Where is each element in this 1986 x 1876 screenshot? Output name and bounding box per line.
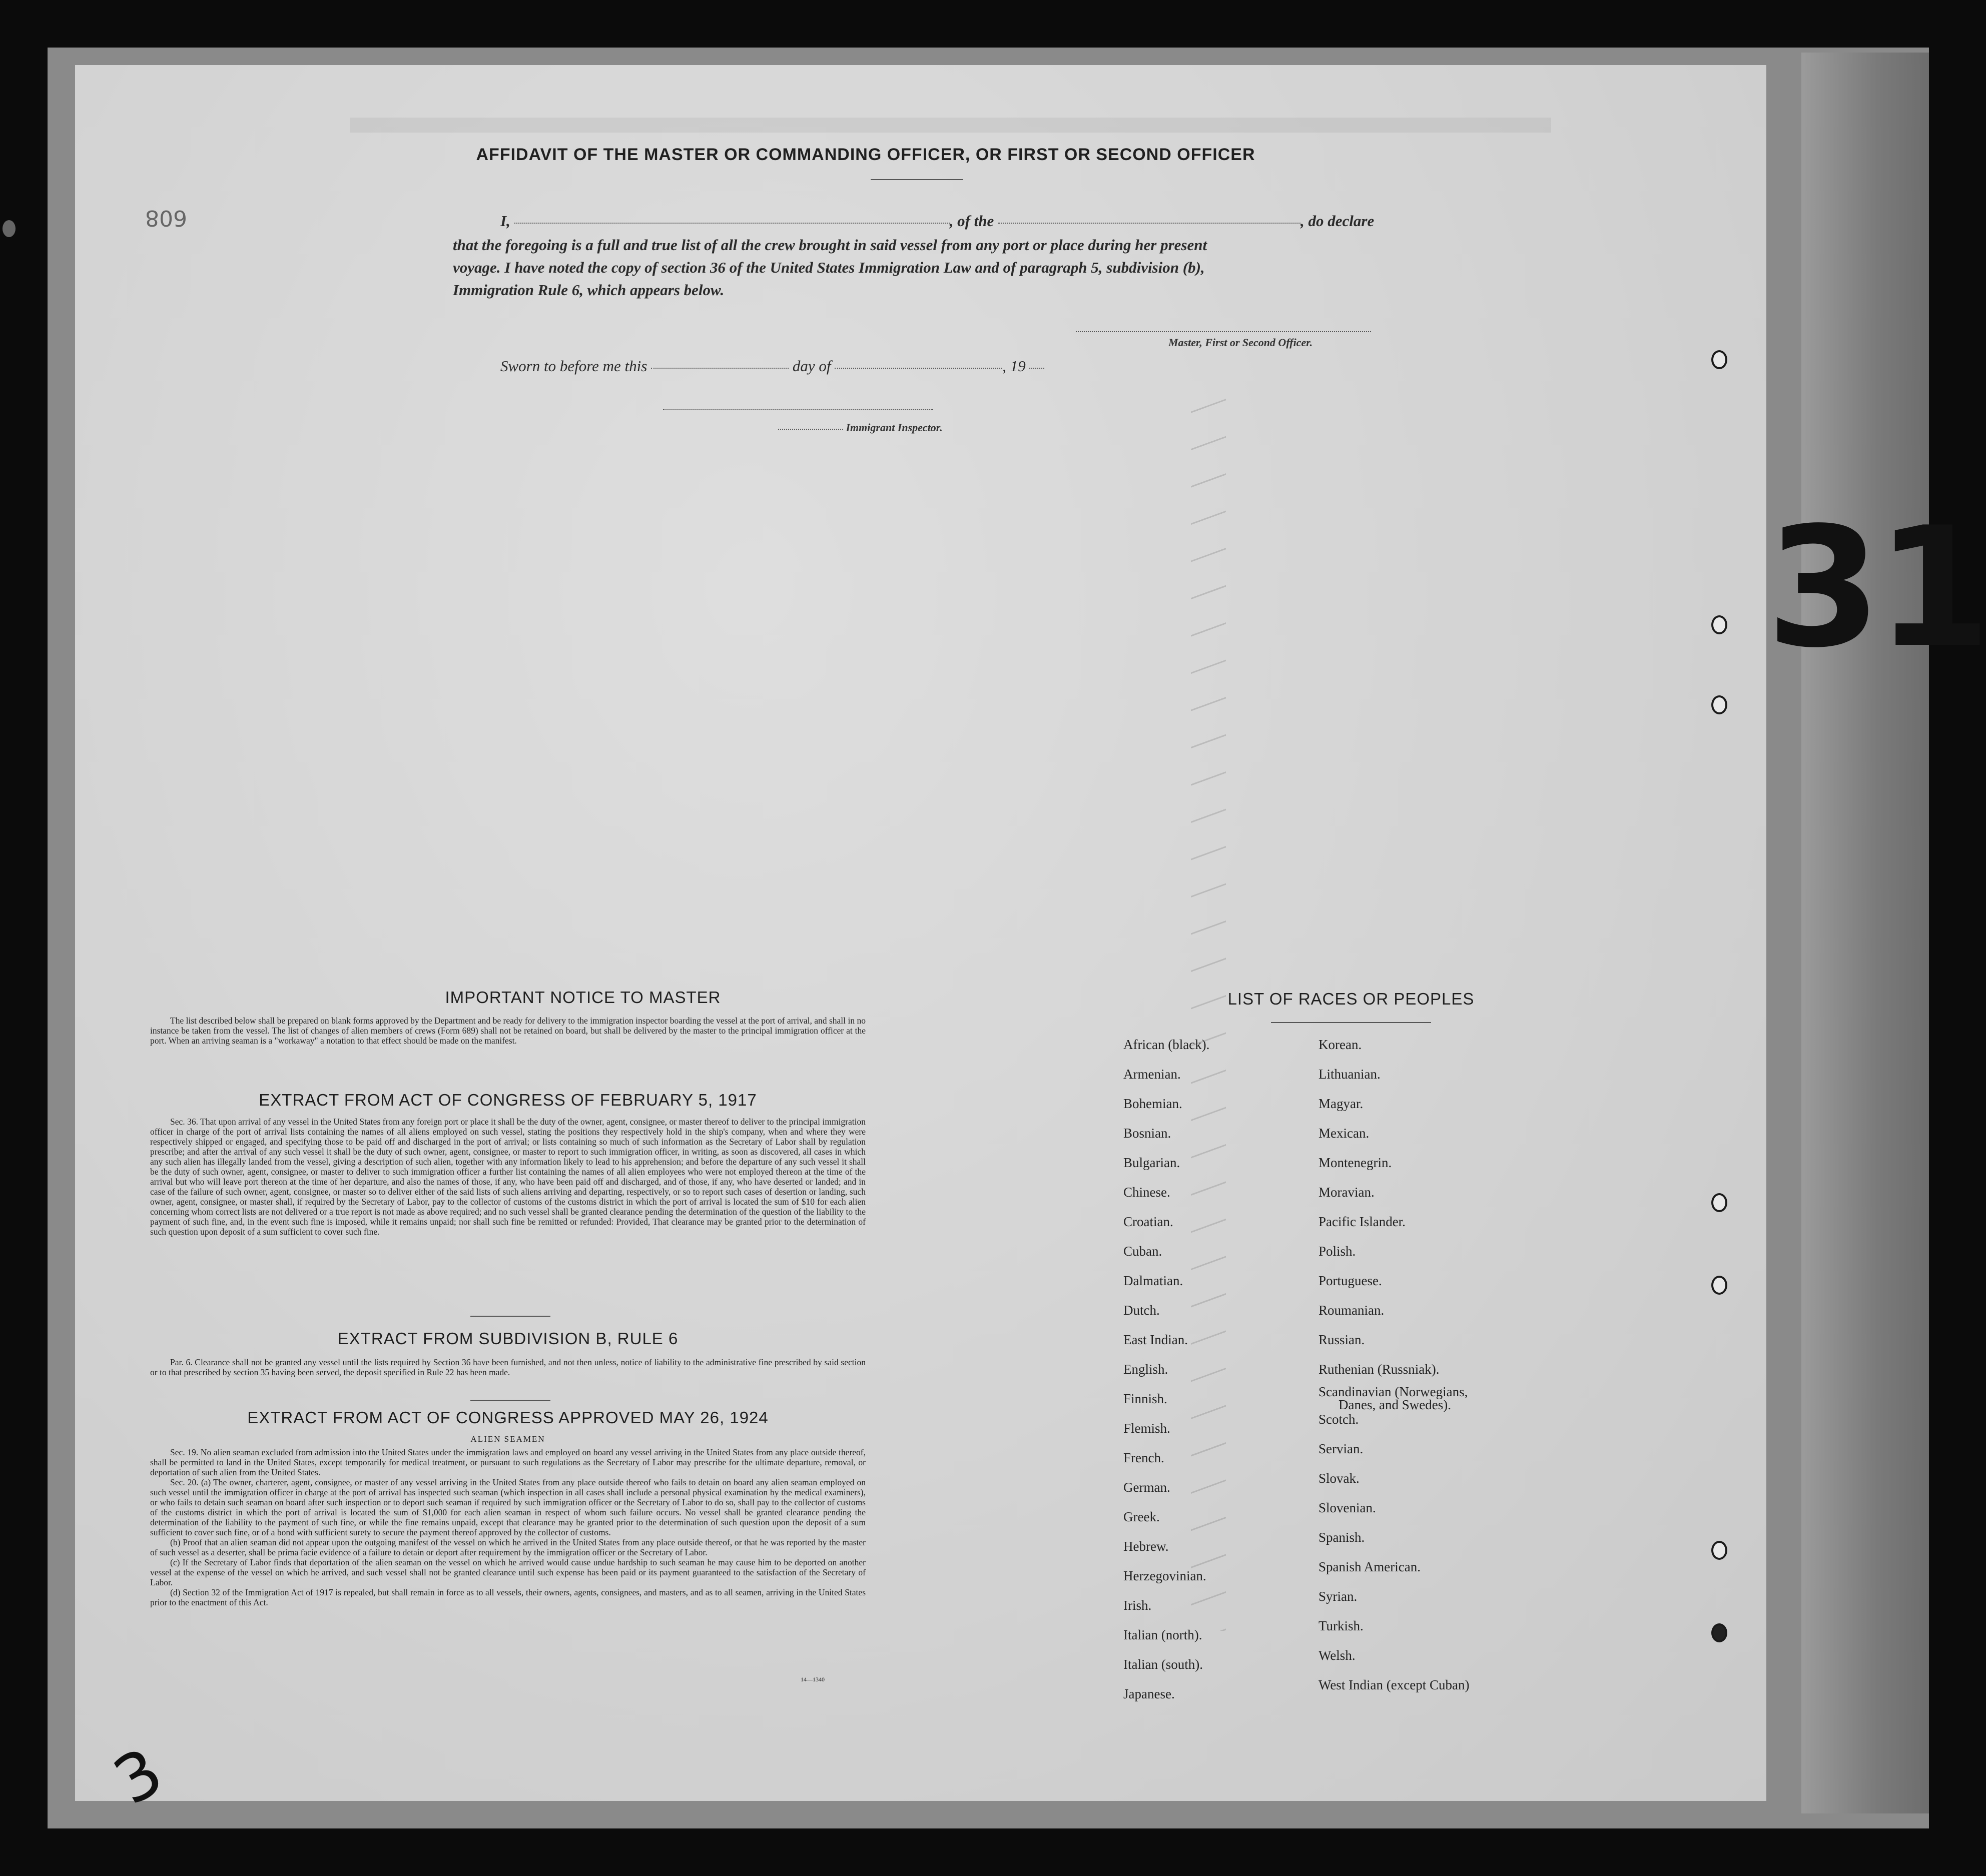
race-item: Cuban. xyxy=(1123,1244,1162,1259)
race-item: Turkish. xyxy=(1318,1618,1364,1633)
races-title-rule xyxy=(1271,1022,1431,1023)
races-right-column xyxy=(1318,1037,1469,1707)
punch-hole xyxy=(1711,1193,1727,1212)
affidavit-line-4: Immigration Rule 6, which appears below. xyxy=(453,281,725,299)
sec-19-paragraph: Sec. 19. No alien seaman excluded from admission into the United States under the immigration laws and employed on board any vessel arriving in the United States from any place outside thereof, shall be permitted to land in the United States, except temporarily for medical treatment, or pursuant to such regulations as the Secretary of Labor may prescribe for the ultimate departure, removal, or deportation of such alien from the United States. xyxy=(150,1447,866,1477)
race-item: Mexican. xyxy=(1318,1126,1370,1141)
race-item: Syrian. xyxy=(1318,1589,1358,1604)
extract-rule6-text xyxy=(150,1357,866,1377)
extract-1917-text xyxy=(150,1117,866,1237)
race-item: Italian (south). xyxy=(1123,1657,1203,1672)
race-item: Ruthenian (Russniak). xyxy=(1318,1362,1440,1377)
race-item: Polish. xyxy=(1318,1244,1356,1259)
race-item: Lithuanian. xyxy=(1318,1067,1381,1082)
race-item: Scandinavian (Norwegians, xyxy=(1318,1384,1468,1399)
inspector-label-leader xyxy=(778,428,843,430)
race-item: Spanish American. xyxy=(1318,1559,1421,1574)
race-item: Dutch. xyxy=(1123,1303,1160,1318)
notice-text xyxy=(150,1016,866,1046)
sworn-mid: day of xyxy=(792,357,831,375)
affidavit-line-1 xyxy=(500,212,1389,230)
race-item: Bulgarian. xyxy=(1123,1155,1180,1170)
extract-1917-title: EXTRACT FROM ACT OF CONGRESS OF FEBRUARY 5, 1917 xyxy=(259,1091,757,1109)
race-item: Italian (north). xyxy=(1123,1627,1202,1642)
punch-hole xyxy=(1711,695,1727,714)
races-title: LIST OF RACES OR PEOPLES xyxy=(1227,990,1475,1008)
race-item: Pacific Islander. xyxy=(1318,1214,1406,1229)
race-item: Croatian. xyxy=(1123,1214,1173,1229)
inspector-signature-line[interactable] xyxy=(663,409,933,410)
handwritten-page-number: 31 xyxy=(1766,492,1986,684)
race-item: Irish. xyxy=(1123,1598,1152,1613)
punch-hole xyxy=(1711,1623,1727,1642)
race-item: Bohemian. xyxy=(1123,1096,1182,1111)
notice-paragraph: The list described below shall be prepared on blank forms approved by the Department and be ready for delivery to the immigration inspector boarding the vessel at the port of arrival, and shall in no instance be taken from the vessel. The list of changes of alien members of crews (Form 689) shall not be retained on board, but shall be delivered by the master to the principal immigration officer at the port. When an arriving seaman is a "workaway" a notation to that effect should be made on the manifest. xyxy=(150,1016,866,1046)
affidavit-line1-mid: , of the xyxy=(949,212,994,230)
race-item: Dalmatian. xyxy=(1123,1273,1183,1288)
extract-1924-title: EXTRACT FROM ACT OF CONGRESS APPROVED MAY 26, 1924 xyxy=(247,1408,769,1427)
race-item: Roumanian. xyxy=(1318,1303,1385,1318)
race-item: Greek. xyxy=(1123,1509,1160,1524)
extract-1924-text xyxy=(150,1447,866,1607)
race-item: Armenian. xyxy=(1123,1067,1181,1082)
race-item: Moravian. xyxy=(1318,1185,1375,1200)
master-signature-label: Master, First or Second Officer. xyxy=(1168,336,1313,349)
divider-1 xyxy=(470,1316,550,1317)
inspector-label-row xyxy=(778,421,943,434)
affidavit-line1-prefix: I, xyxy=(500,212,510,230)
race-item: West Indian (except Cuban) xyxy=(1318,1677,1470,1692)
left-edge-hole xyxy=(3,220,16,237)
race-item: Herzegovinian. xyxy=(1123,1568,1206,1583)
sec-36-paragraph: Sec. 36. That upon arrival of any vessel in the United States from any foreign port or place it shall be the duty of the owner, agent, consignee, or master thereof to deliver to the principal immigration officer in charge of the port of arrival lists containing the names of all aliens employed on such vessel, stating the positions they respectively hold in the ship's company, when and where they were respectively shipped or engaged, and specifying those to be paid off and discharged in the port of arrival; or lists containing so much of such information as the Secretary of Labor shall by regulation prescribe; and after the arrival of any such vessel it shall be the duty of such owner, agent, consignee, or master to report to such immigration officer, in writing, as soon as discovered, all cases in which any such alien has illegally landed from the vessel, giving a description of such alien, together with any information likely to lead to his apprehension; and before the departure of any such vessel it shall be the duty of such owner, agent, consignee, or master to deliver to such immigration officer a further list containing the names of all alien employees who were not employed thereon at the time of the arrival but who will leave port thereon at the time of her departure, and also the names of those, if any, who have been paid off and discharged, and of those, if any, who have deserted or landed; and in case of the failure of such owner, agent, consignee, or master so to deliver either of the said lists of such aliens arriving and departing, respectively, or so to report such cases of desertion or landing, such owner, agent, consignee, or master shall, if required by the Secretary of Labor, pay to the collector of customs of the customs district in which the port of arrival is located the sum of $10 for each alien concerning whom correct lists are not delivered or a true report is not made as above required; and no such vessel shall be granted clearance pending the determination of the question of the liability to the payment of such fine, and, in the event such fine is imposed, while it remains unpaid; nor shall such fine be remitted or refunded: Provided, That clearance may be granted prior to the determination of such question upon deposit of a sum sufficient to cover such fine. xyxy=(150,1117,866,1237)
affidavit-title-rule xyxy=(871,179,963,180)
race-item: Hebrew. xyxy=(1123,1539,1169,1554)
affidavit-line1-suffix: , do declare xyxy=(1300,212,1375,230)
punch-hole xyxy=(1711,1541,1727,1560)
race-item: Scotch. xyxy=(1318,1412,1359,1427)
race-item: Magyar. xyxy=(1318,1096,1364,1111)
sworn-line xyxy=(500,357,1044,375)
race-item: Spanish. xyxy=(1318,1530,1365,1545)
background-sheet-edge xyxy=(1801,53,1929,1813)
vessel-name-field[interactable] xyxy=(998,222,1300,224)
affidavit-line-3: voyage. I have noted the copy of section 36 of the United States Immigration Law and of paragraph 5, subdivision (b), xyxy=(453,259,1205,276)
sec-20a-paragraph: Sec. 20. (a) The owner, charterer, agent, consignee, or master of any vessel arriving in the United States from any place outside thereof who fails to detain on board any alien seaman employed on such vessel until the immigration officer in charge at the port of arrival has inspected such seaman (which inspection in all cases shall include a personal physical examination by the medical examiners), or who fails to detain such seaman on board after such inspection or to deport such seaman if required by such immigration officer or the Secretary of Labor to do so, shall pay to the collector of customs of the customs district in which the port of arrival is located the sum of $1,000 for each alien seaman in respect of whom such failure occurs. No vessel shall be granted clearance pending the determination of the liability to the payment of such fine, or while the fine remains unpaid, except that clearance may be granted prior to the determination of such question upon the deposit of a sum sufficient to cover such fine, or of a bond with sufficient surety to secure the payment thereof approved by the collector of customs. xyxy=(150,1477,866,1537)
race-item: African (black). xyxy=(1123,1037,1210,1052)
sworn-prefix: Sworn to before me this xyxy=(500,357,647,375)
inspector-label: Immigrant Inspector. xyxy=(846,421,943,434)
race-item: Slovak. xyxy=(1318,1471,1360,1486)
sec-20b-paragraph: (b) Proof that an alien seaman did not appear upon the outgoing manifest of the vessel on which he arrived in the United States from any place outside thereof, or that he was reported by the master of such vessel as a deserter, shall be prima facie evidence of a failure to detain or deport after requirement by the immigration officer or the Secretary of Labor. xyxy=(150,1537,866,1557)
alien-seamen-subtitle: ALIEN SEAMEN xyxy=(470,1434,545,1444)
affidavit-line-2: that the foregoing is a full and true list of all the crew brought in said vessel from any port or place during her present xyxy=(453,236,1207,254)
race-item: German. xyxy=(1123,1480,1170,1495)
punch-hole xyxy=(1711,1276,1727,1295)
race-item-continuation: Danes, and Swedes). xyxy=(1339,1397,1451,1412)
sworn-day-field[interactable] xyxy=(651,367,789,369)
race-item: Welsh. xyxy=(1318,1648,1356,1663)
sworn-suffix: , 19 xyxy=(1002,357,1026,375)
race-item: Chinese. xyxy=(1123,1185,1170,1200)
handwritten-mark: 3 xyxy=(101,1733,176,1820)
master-name-field[interactable] xyxy=(514,222,950,224)
affidavit-title: AFFIDAVIT OF THE MASTER OR COMMANDING OFFICER, OR FIRST OR SECOND OFFICER xyxy=(476,145,1255,164)
race-item: Montenegrin. xyxy=(1318,1155,1392,1170)
sworn-year-field[interactable] xyxy=(1029,367,1044,369)
race-item: Japanese. xyxy=(1123,1686,1175,1701)
race-item: Flemish. xyxy=(1123,1421,1170,1436)
sworn-month-field[interactable] xyxy=(835,367,1002,369)
race-item: East Indian. xyxy=(1123,1332,1188,1347)
race-item: French. xyxy=(1123,1450,1164,1465)
punch-hole xyxy=(1711,615,1727,634)
sec-20c-paragraph: (c) If the Secretary of Labor finds that deportation of the alien seaman on the vessel on which he arrived would cause undue hardship to such seaman he may cause him to be deported on another vessel at the expense of the vessel on which he arrived, and such vessel shall not be granted clearance until such expense has been paid or its payment guaranteed to the satisfaction of the Secretary of Labor. xyxy=(150,1557,866,1587)
sec-20d-paragraph: (d) Section 32 of the Immigration Act of 1917 is repealed, but shall remain in force as to all vessels, their owners, agents, consignees, and masters, and as to all seamen, arriving in the United States prior to the enactment of this Act. xyxy=(150,1587,866,1607)
margin-mark: 608 xyxy=(145,205,187,231)
punch-hole xyxy=(1711,350,1727,369)
race-item: Bosnian. xyxy=(1123,1126,1171,1141)
divider-2 xyxy=(470,1400,550,1401)
race-item: English. xyxy=(1123,1362,1168,1377)
par-6-paragraph: Par. 6. Clearance shall not be granted any vessel until the lists required by Section 36 have been furnished, and not then unless, notice of liability to the administrative fine prescribed by said section or to that prescribed by section 35 having been served, the deposit specified in Rule 22 has been made. xyxy=(150,1357,866,1377)
race-item: Servian. xyxy=(1318,1441,1364,1456)
master-signature-line[interactable] xyxy=(1076,331,1371,332)
race-item: Finnish. xyxy=(1123,1391,1167,1406)
race-item: Slovenian. xyxy=(1318,1500,1376,1515)
extract-rule6-title: EXTRACT FROM SUBDIVISION B, RULE 6 xyxy=(337,1329,679,1348)
form-number: 14—1340 xyxy=(801,1676,825,1683)
race-item: Russian. xyxy=(1318,1332,1365,1347)
race-item: Portuguese. xyxy=(1318,1273,1382,1288)
races-left-column xyxy=(1123,1037,1209,1716)
notice-title: IMPORTANT NOTICE TO MASTER xyxy=(445,988,721,1007)
race-item: Korean. xyxy=(1318,1037,1362,1052)
